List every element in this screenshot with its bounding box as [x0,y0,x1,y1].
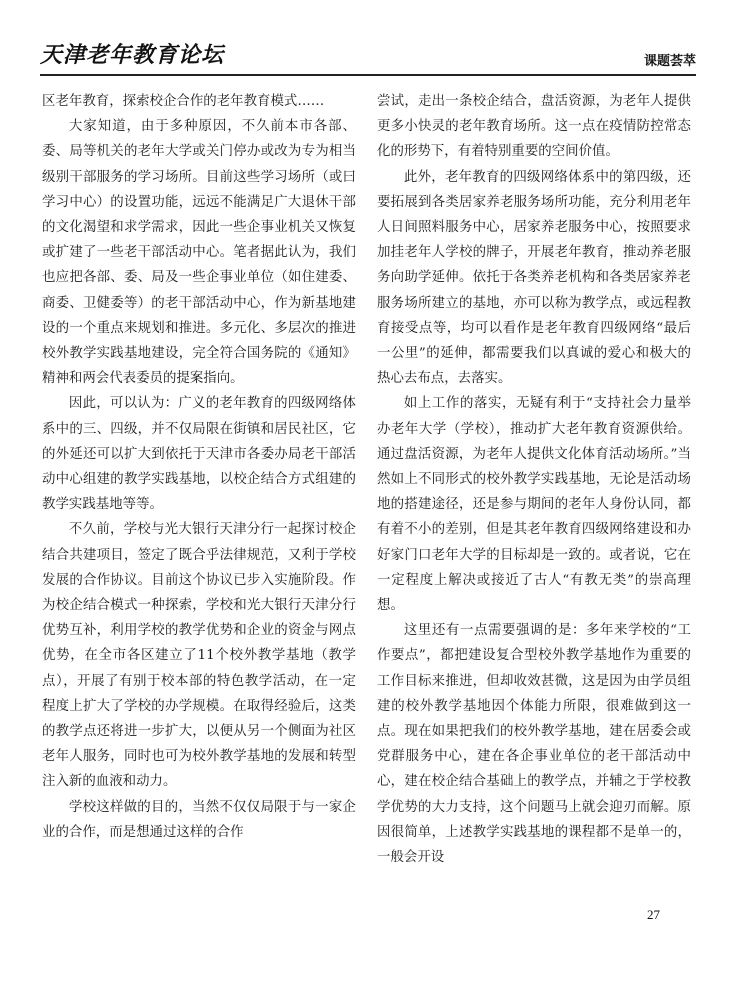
paragraph: 不久前，学校与光大银行天津分行一起探讨校企结合共建项目，签定了既合乎法律规范，又利于学校发展的合作协议。目前这个协议已步入实施阶段。作为校企结合模式一种探索，学校和光大银行天津分行优势互补，利用学校的教学优势和企业的资金与网点优势，在全市各区建立了11个校外教学基地（教学点），开展了有别于校本部的特色教学活动，在一定程度上扩大了学校的办学规模。在取得经验后，这类的教学点还将进一步扩大，以便从另一个侧面为社区老年人服务，同时也可为校外教学基地的发展和转型注入新的血液和动力。 [42,522,356,790]
left-column [42,89,356,845]
journal-logo: 天津老年教育论坛 [40,42,225,68]
paragraph: 如上工作的落实，无疑有利于“支持社会力量举办老年大学（学校），推动扩大老年教育资源供给。通过盘活资源，为老年人提供文化体育活动场所。”当然如上不同形式的校外教学实践基地，无论是活动场地的搭建途径，还是参与期间的老年人身份认同，都有着不小的差别，但是其老年教育四级网络建设和办好家门口老年大学的目标却是一致的。或者说，它在一定程度上解决或接近了古人“有教无类”的崇高理想。 [377,396,691,614]
section-label: 课题荟萃 [643,54,696,69]
paragraph: 区老年教育，探索校企合作的老年教育模式…… [42,94,325,109]
paragraph: 大家知道，由于多种原因，不久前本市各部、委、局等机关的老年大学或关门停办或改为专为相当级别干部服务的学习场所。目前这些学习场所（或曰学习中心）的设置功能，远远不能满足广大退休干部的文化渴望和求学需求，因此一些企事业机关又恢复或扩建了一些老干部活动中心。笔者据此认为，我们也应把各部、委、局及一些企事业单位（如住建委、商委、卫健委等）的老干部活动中心，作为新基地建设的一个重点来规划和推进。多元化、多层次的推进校外教学实践基地建设，完全符合国务院的《通知》精神和两会代表委员的提案指向。 [42,119,356,387]
header-rule [40,74,696,76]
paragraph: 尝试，走出一条校企结合，盘活资源，为老年人提供更多小快灵的老年教育场所。这一点在疫情防控常态化的形势下，有着特别重要的空间价值。 [377,94,691,160]
paragraph: 此外，老年教育的四级网络体系中的第四级，还要拓展到各类居家养老服务场所功能，充分利用老年人日间照料服务中心，居家养老服务中心，按照要求加挂老年人学校的牌子，开展老年教育，推动养老服务向助学延伸。依托于各类养老机构和各类居家养老服务场所建立的基地，亦可以称为教学点，或远程教育接受点等，均可以看作是老年教育四级网络“最后一公里”的延伸，都需要我们以真诚的爱心和极大的热心去布点，去落实。 [377,169,691,387]
paragraph: 因此，可以认为：广义的老年教育的四级网络体系中的三、四级，并不仅局限在街镇和居民社区，它的外延还可以扩大到依托于天津市各委办局老干部活动中心组建的教学实践基地，以校企结合方式组建的教学实践基地等等。 [42,396,356,513]
running-header [40,38,696,74]
right-column [377,89,691,870]
paragraph: 学校这样做的目的，当然不仅仅局限于与一家企业的合作，而是想通过这样的合作 [42,799,356,840]
page-number: 27 [647,907,660,922]
paragraph: 这里还有一点需要强调的是：多年来学校的“工作要点”，都把建设复合型校外教学基地作为重要的工作目标来推进，但却收效甚微，这是因为由学员组建的校外教学基地因个体能力所限，很难做到这一点。现在如果把我们的校外教学基地，建在居委会或党群服务中心，建在各企事业单位的老干部活动中心，建在校企结合基础上的教学点，并辅之于学校教学优势的大力支持，这个问题马上就会迎刃而解。原因很简单，上述教学实践基地的课程都不是单一的，一般会开设 [377,623,691,866]
